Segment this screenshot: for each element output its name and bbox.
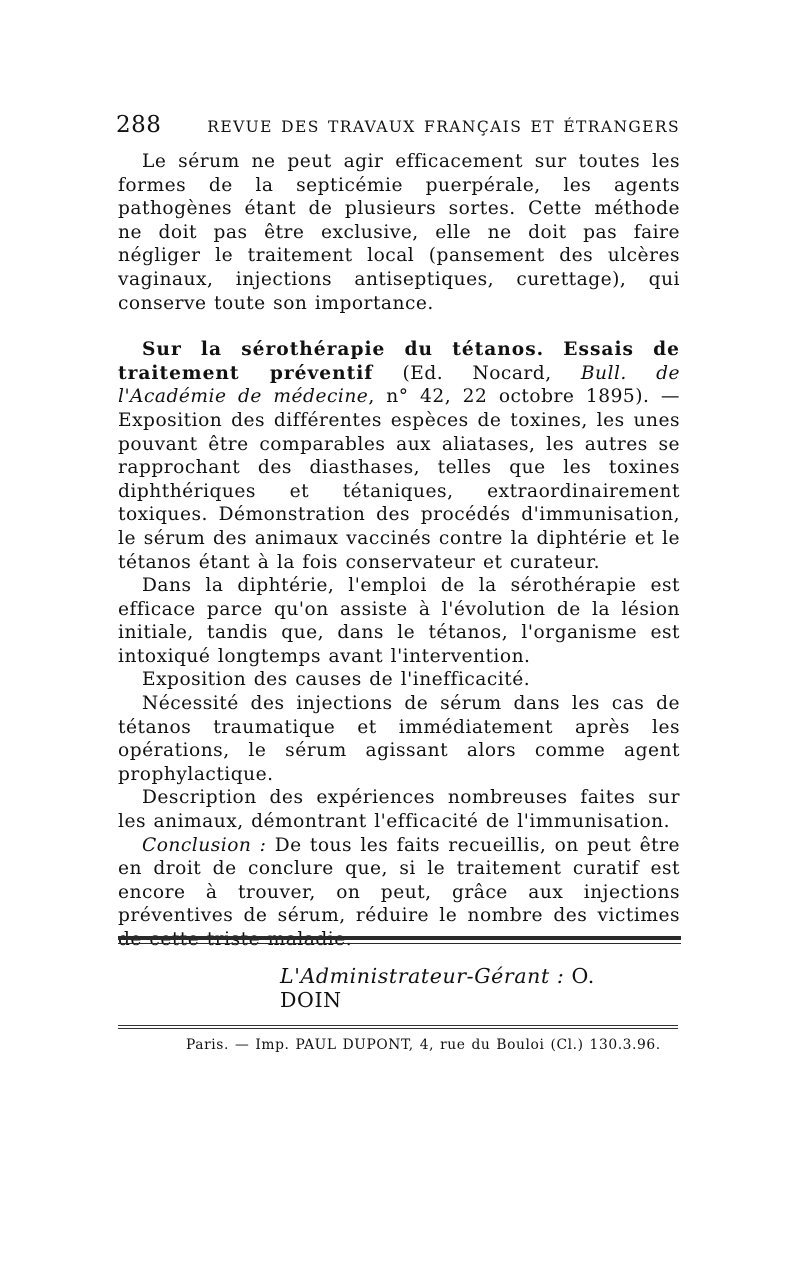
paragraph-conclusion [118, 834, 680, 952]
paragraph-necessity: Nécessité des injections de sérum dans les cas de tétanos traumatique et immédiatement après les opérations, le sérum agissant alors comme agent prophylactique. [118, 693, 680, 785]
paragraph-diphtheria: Dans la diphtérie, l'emploi de la sérothérapie est efficace parce qu'on assiste à l'évolution de la lésion initiale, tandis que, dans le tétanos, l'organisme est intoxiqué longtemps avant l'intervention. [118, 575, 680, 667]
printer-imprint: Paris. — Imp. PAUL DUPONT, 4, rue du Bouloi (Cl.) 130.3.96. [186, 1037, 661, 1053]
article-journal: Bull. de l'Académie de médecine [118, 362, 680, 408]
bottom-rule-divider [118, 1025, 678, 1029]
article-abstract [118, 338, 680, 574]
paragraph-inefficacy: Exposition des causes de l'inefficacité. [142, 669, 531, 691]
rule-thin [118, 943, 681, 944]
article-summary: , n° 42, 22 octobre 1895). — Exposition des différentes espèces de toxines, les unes pouvant être comparables aux aliatases, les autres se rapprochant des diasthases, telles que les toxines diphthériques et tétaniques, extraordinairement toxiques. Démonstration des procédés d'immunisation, le sérum des animaux vaccinés contre la diphtérie et le tétanos étant à la fois conservateur et curateur. [118, 386, 681, 573]
signature-name: O. DOIN [280, 964, 595, 1012]
page-header [116, 112, 680, 146]
double-rule-divider [118, 936, 681, 944]
signature-label: L'Administrateur-Gérant : [280, 964, 565, 988]
paragraph-experiments: Description des expériences nombreuses faites sur les animaux, démontrant l'efficacité de l'immunisation. [118, 787, 680, 833]
conclusion-label: Conclusion : [142, 834, 267, 856]
article-title: Sur la sérothérapie du tétanos. Essais de traitement préventif [118, 339, 680, 384]
article-ref-open: (Ed. Nocard, [373, 362, 581, 384]
running-title: REVUE DES TRAVAUX FRANÇAIS ET ÉTRANGERS [207, 118, 680, 136]
page-number: 288 [116, 112, 162, 138]
paragraph-serum-septicemia: Le sérum ne peut agir efficacement sur toutes les formes de la septicémie puerpérale, les agents pathogènes étant de plusieurs sortes. Cette méthode ne doit pas être exclusive, elle ne doit pas faire négliger le traitement local (pansement des ulcères vaginaux, injections antiseptiques, curettage), qui conserve toute son importance. [118, 151, 680, 314]
publisher-signature [280, 964, 660, 1012]
body-text [118, 150, 680, 952]
conclusion-text: De tous les faits recueillis, on peut être en droit de conclure que, si le traitement curatif est encore à trouver, on peut, grâce aux injections préventives de sérum, réduire le nombre des victimes [118, 834, 681, 927]
